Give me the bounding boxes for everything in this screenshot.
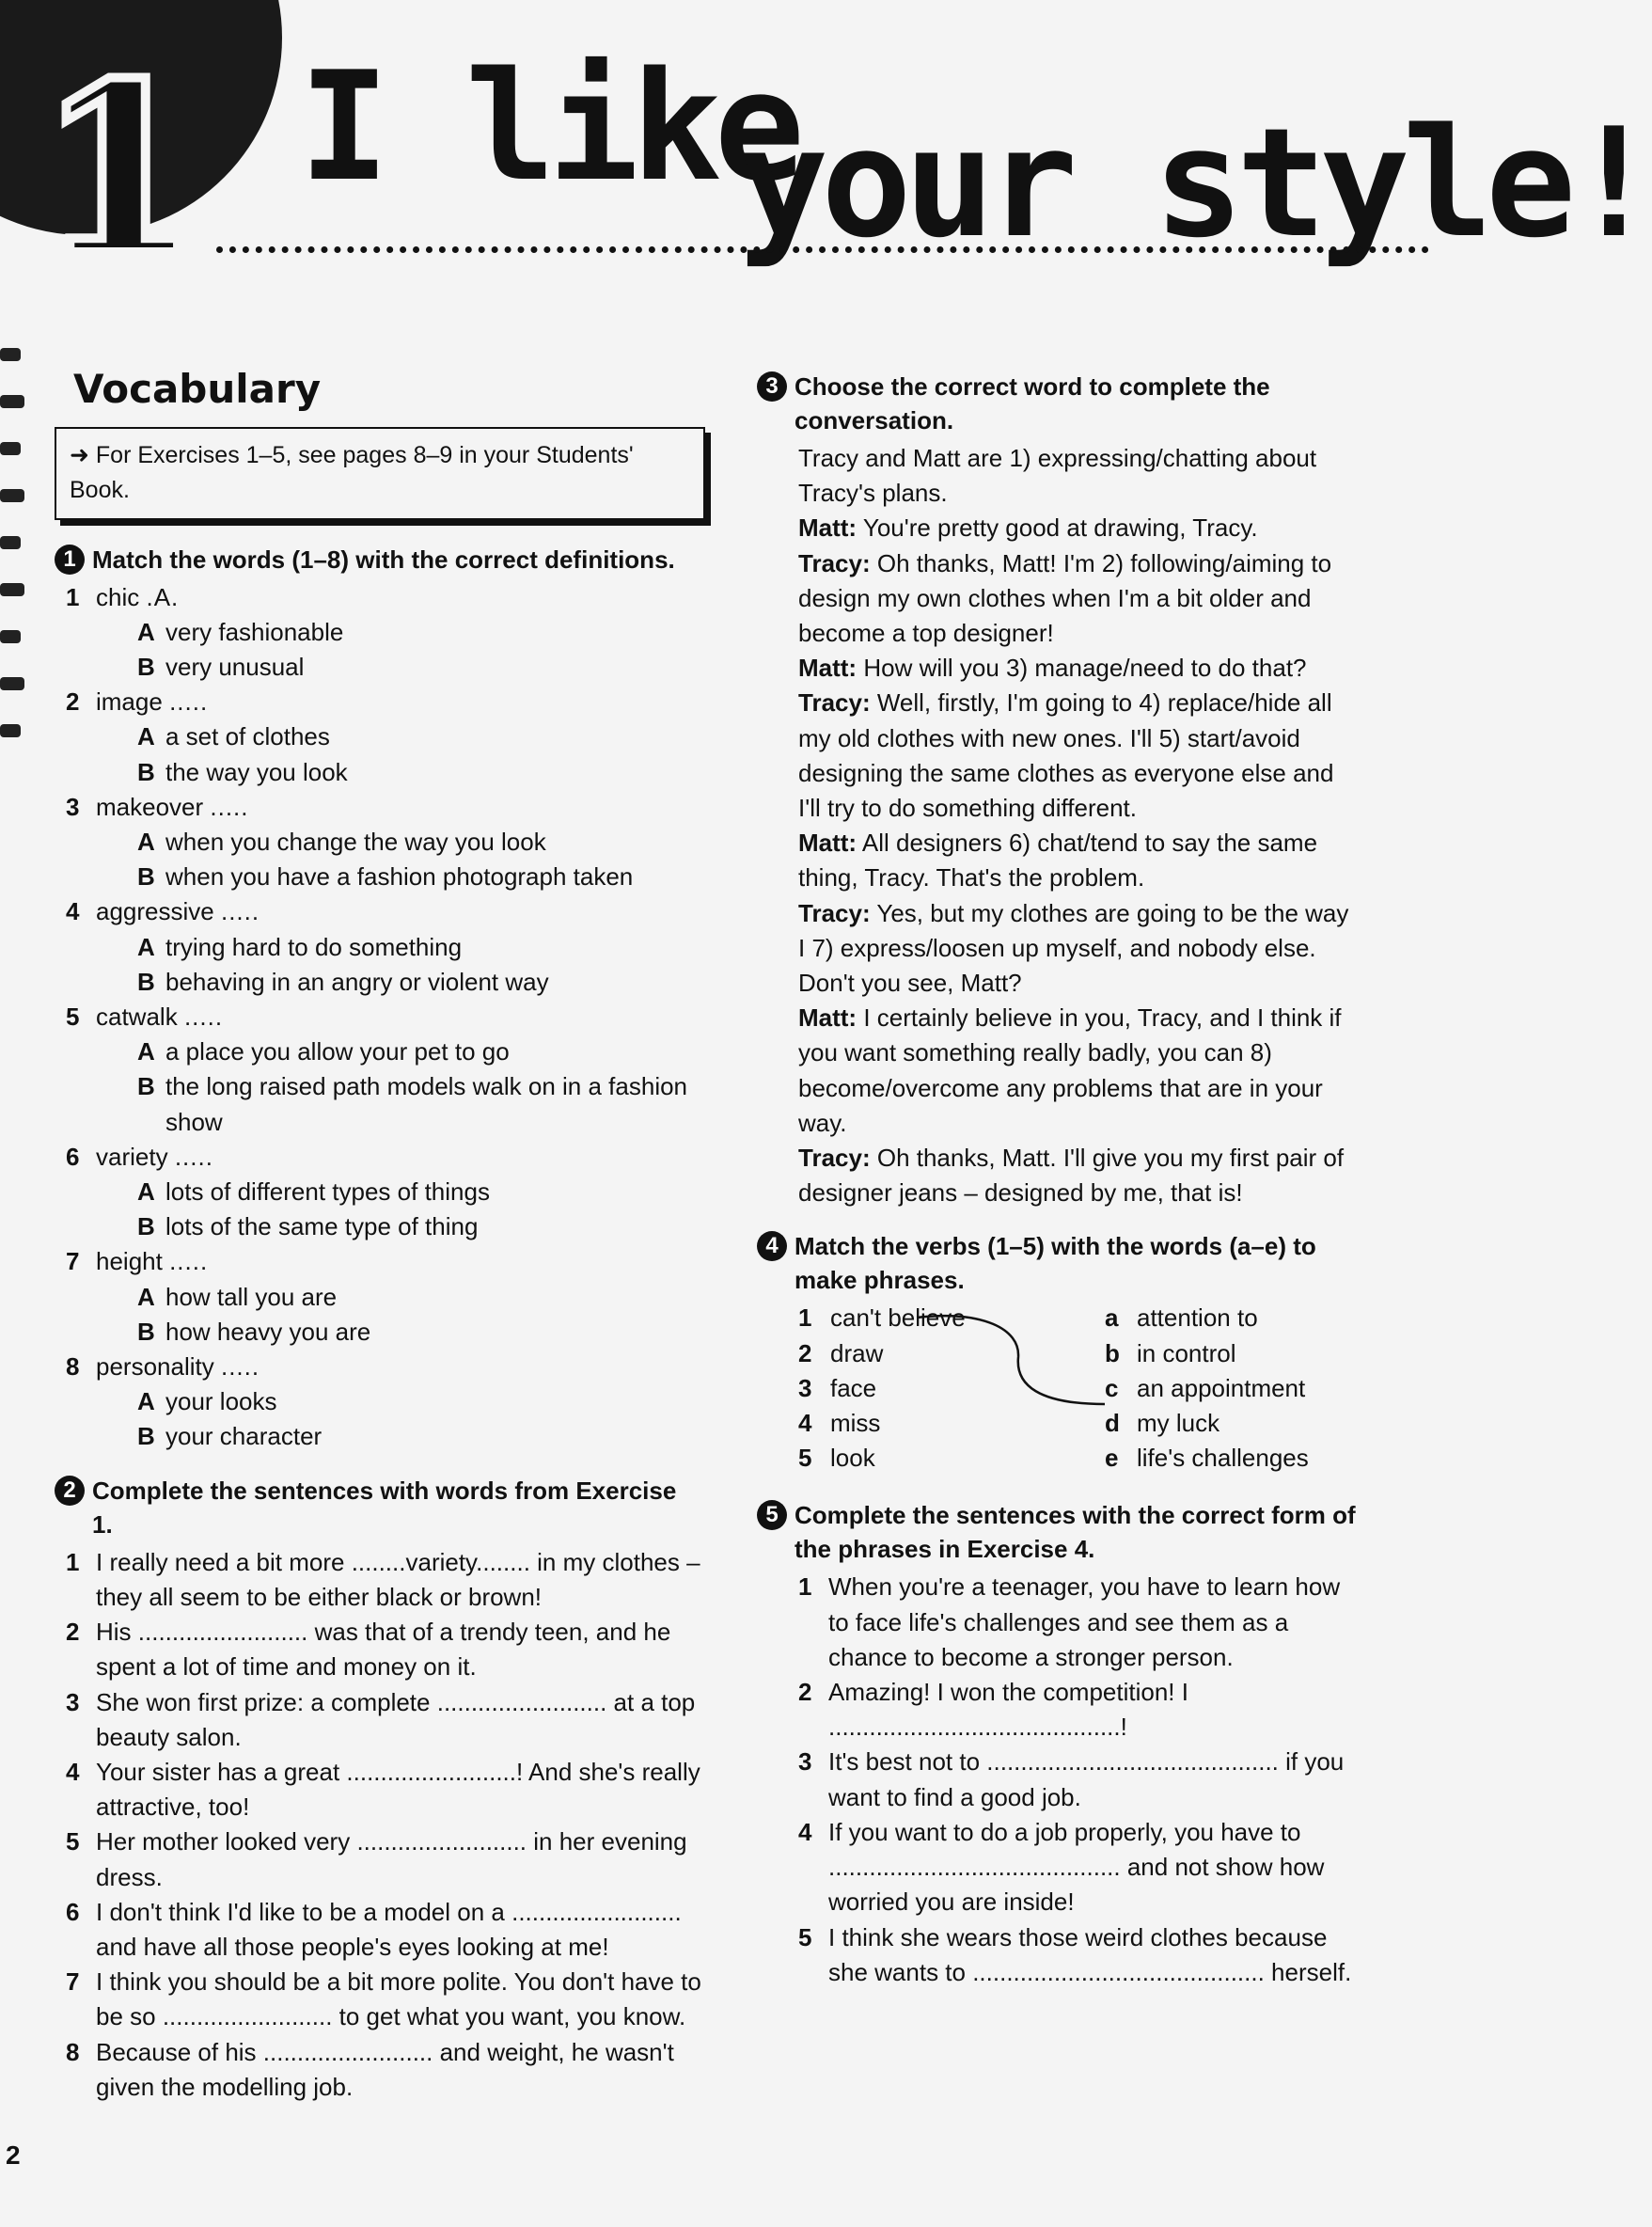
word-item[interactable] — [1105, 1336, 1309, 1371]
sentence-item — [757, 1745, 1359, 1814]
answer-blank[interactable]: ..... — [220, 1352, 260, 1382]
word-text: in control — [1137, 1338, 1236, 1367]
item-number: 6 — [66, 1897, 80, 1926]
option-letter: A — [137, 1282, 155, 1311]
item-word — [96, 894, 260, 929]
word: variety — [96, 1142, 168, 1171]
conversation — [757, 441, 1359, 1210]
definition-option — [55, 1384, 703, 1419]
item-word — [96, 1140, 213, 1175]
definition-option — [55, 1069, 703, 1139]
speaker: Tracy: — [798, 548, 871, 577]
matching-table — [757, 1301, 1359, 1479]
sentence-text[interactable]: His ......................... was that of a trendy teen, and he spent a lot of time and money on it. — [96, 1618, 671, 1682]
option-text: how heavy you are — [165, 1317, 371, 1346]
sentence-item — [55, 1615, 703, 1684]
dialogue-line — [798, 546, 1359, 652]
item-letter: b — [1105, 1338, 1120, 1367]
answer-blank[interactable]: ..... — [169, 1247, 209, 1276]
item-number: 1 — [66, 582, 80, 611]
exercise-1-heading — [55, 543, 703, 576]
item-number: 4 — [798, 1409, 812, 1438]
dialogue-text[interactable]: Oh thanks, Matt. I'll give you my first pair of designer jeans – designed by me, that is! — [798, 1144, 1345, 1208]
speaker: Matt: — [798, 829, 857, 858]
exercise-2-items — [55, 1545, 703, 2105]
option-text: your looks — [165, 1387, 277, 1416]
exercise-number-badge: 1 — [55, 545, 85, 575]
chapter-number: 1 — [38, 31, 201, 308]
option-text: the way you look — [165, 757, 348, 786]
word-text: my luck — [1137, 1409, 1220, 1438]
word: aggressive — [96, 897, 214, 926]
exercise-5-items — [757, 1570, 1359, 1989]
sentence-item — [55, 1545, 703, 1615]
item-number: 2 — [66, 1618, 80, 1647]
option-letter: A — [137, 1037, 155, 1066]
exercise-4-heading — [757, 1229, 1359, 1297]
speaker: Matt: — [798, 1003, 857, 1033]
word: chic — [96, 582, 140, 611]
dialogue-text[interactable]: Oh thanks, Matt! I'm 2) following/aiming to design my own clothes when I'm a bit older and become a top designer! — [798, 548, 1332, 648]
verb-item[interactable] — [798, 1406, 966, 1441]
sentence-text[interactable]: Her mother looked very ......................... in her evening dress. — [96, 1827, 687, 1891]
word: image — [96, 687, 163, 717]
option-text: lots of the same type of thing — [165, 1212, 479, 1241]
speaker: Matt: — [798, 654, 857, 683]
sentence-item — [757, 1815, 1359, 1920]
exercise-3-instruction: Choose the correct word to complete the conversation. — [795, 372, 1270, 434]
option-letter: A — [137, 1387, 155, 1416]
option-text: lots of different types of things — [165, 1177, 490, 1207]
item-number: 6 — [66, 1142, 80, 1171]
item-number: 3 — [798, 1747, 812, 1777]
word: makeover — [96, 792, 204, 821]
reference-note: ➜ For Exercises 1–5, see pages 8–9 in your Students' Book. — [55, 427, 705, 519]
dialogue-text[interactable]: I certainly believe in you, Tracy, and I think if you want something really badly, you can 8) become/overcome any problems that are in your way. — [798, 1003, 1342, 1137]
exercise-1-items — [55, 580, 703, 1455]
verb-text: draw — [830, 1338, 884, 1367]
item-number: 5 — [66, 1003, 80, 1032]
answer-blank[interactable]: .A. — [146, 582, 180, 611]
unit-title-part1: I like — [299, 39, 797, 214]
option-letter: B — [137, 862, 155, 892]
sentence-text[interactable]: Your sister has a great .........................! And she's really attractive, too! — [96, 1757, 700, 1822]
speaker: Tracy: — [798, 898, 871, 927]
page-number: 2 — [6, 2140, 21, 2170]
dialogue-line — [798, 651, 1359, 686]
item-number: 7 — [66, 1967, 80, 1997]
item-letter: d — [1105, 1409, 1120, 1438]
answer-blank[interactable]: ..... — [169, 687, 209, 717]
sentence-text[interactable]: Amazing! I won the competition! I ...........................................! — [828, 1678, 1188, 1742]
exercise-2-instruction: Complete the sentences with words from Exercise 1. — [92, 1476, 677, 1539]
item-number: 7 — [66, 1247, 80, 1276]
exercise-number-badge: 5 — [757, 1500, 787, 1530]
word-item[interactable] — [1105, 1371, 1309, 1406]
definition-option — [55, 1315, 703, 1350]
speaker: Tracy: — [798, 688, 871, 718]
section-title: Vocabulary — [73, 366, 322, 412]
sentence-item — [55, 1965, 703, 2034]
item-word — [96, 790, 249, 825]
option-text: your character — [165, 1422, 323, 1451]
item-number: 2 — [798, 1678, 812, 1707]
item-number: 3 — [66, 792, 80, 821]
definition-option — [55, 860, 703, 894]
option-text: very fashionable — [165, 617, 344, 646]
exercise-5-instruction: Complete the sentences with the correct form of the phrases in Exercise 4. — [795, 1501, 1356, 1564]
word-item[interactable] — [1105, 1441, 1309, 1476]
words-list — [1105, 1301, 1309, 1476]
definition-option — [55, 755, 703, 790]
option-text: very unusual — [165, 653, 305, 682]
exercise-3-heading — [757, 370, 1359, 437]
sentence-item — [55, 2035, 703, 2105]
dialogue-line — [798, 896, 1359, 1002]
sentence-text[interactable]: It's best not to ........................................... if you want to find a good job. — [828, 1747, 1345, 1811]
sentence-item — [55, 1685, 703, 1755]
word-item — [55, 1000, 703, 1035]
exercise-number-badge: 2 — [55, 1476, 85, 1506]
item-number: 4 — [66, 897, 80, 926]
item-letter: a — [1105, 1303, 1119, 1333]
word-item[interactable] — [1105, 1301, 1309, 1335]
verb-text: can't believe — [830, 1303, 966, 1333]
word-item — [55, 1350, 703, 1384]
exercise-4-instruction: Match the verbs (1–5) with the words (a–e) to make phrases. — [795, 1232, 1316, 1295]
option-text: the long raised path models walk on in a fashion show — [165, 1072, 688, 1136]
sentence-text[interactable]: I think she wears those weird clothes because she wants to ........................................... herself. — [828, 1922, 1352, 1986]
unit-title-part2: your style! — [738, 95, 1652, 271]
word-item — [55, 1244, 703, 1279]
item-number: 2 — [798, 1338, 812, 1367]
verb-text: look — [830, 1444, 875, 1473]
sentence-text[interactable]: I think you should be a bit more polite. You don't have to be so ......................... to get what you want, you know. — [96, 1967, 701, 2031]
item-number: 5 — [798, 1922, 812, 1951]
item-word — [96, 1350, 260, 1384]
option-letter: B — [137, 757, 155, 786]
item-letter: e — [1105, 1444, 1119, 1473]
definition-option — [55, 1209, 703, 1244]
option-text: when you change the way you look — [165, 828, 546, 857]
option-letter: B — [137, 1317, 155, 1346]
option-text: how tall you are — [165, 1282, 338, 1311]
exercise-5-heading — [757, 1498, 1359, 1566]
sentence-item — [757, 1920, 1359, 1990]
speaker: Tracy: — [798, 1144, 871, 1173]
dialogue-line — [798, 1141, 1359, 1210]
item-number: 1 — [798, 1572, 812, 1602]
item-number: 8 — [66, 2037, 80, 2066]
answer-blank[interactable]: ..... — [174, 1142, 213, 1171]
word-text: an appointment — [1137, 1373, 1306, 1402]
verb-text: face — [830, 1373, 877, 1402]
item-number: 5 — [66, 1827, 80, 1856]
item-number: 4 — [798, 1817, 812, 1846]
example-match-line — [917, 1301, 1114, 1409]
speaker: Matt: — [798, 513, 857, 543]
exercise-4 — [757, 1229, 1359, 1479]
exercise-1-instruction: Match the words (1–8) with the correct definitions. — [92, 545, 675, 574]
exercise-number-badge: 3 — [757, 371, 787, 402]
item-number: 3 — [66, 1687, 80, 1716]
exercise-1 — [55, 543, 703, 1455]
exercise-5 — [757, 1498, 1359, 1989]
sentence-item — [55, 1895, 703, 1965]
verb-item[interactable] — [798, 1441, 966, 1476]
sentence-text[interactable]: I really need a bit more ........variety........ in my clothes – they all seem to be either black or brown! — [96, 1547, 700, 1611]
word: height — [96, 1247, 163, 1276]
dialogue-text[interactable]: You're pretty good at drawing, Tracy. — [862, 513, 1258, 543]
item-number: 1 — [798, 1303, 812, 1333]
option-letter: B — [137, 653, 155, 682]
option-letter: A — [137, 932, 155, 961]
definition-option — [55, 1035, 703, 1069]
sentence-item — [55, 1824, 703, 1894]
sentence-text[interactable]: When you're a teenager, you have to learn how to face life's challenges and see them as a chance to become a stronger person. — [828, 1572, 1341, 1671]
definition-option — [55, 719, 703, 754]
sentence-text[interactable]: If you want to do a job properly, you have to ........................................... and not show how worried you are inside! — [828, 1817, 1325, 1917]
word-item — [55, 685, 703, 719]
dialogue-line — [798, 511, 1359, 545]
answer-blank[interactable]: ..... — [183, 1003, 224, 1032]
item-number: 8 — [66, 1352, 80, 1382]
sentence-item — [757, 1675, 1359, 1745]
exercise-2-heading — [55, 1474, 703, 1541]
sentence-item — [55, 1755, 703, 1824]
sentence-text[interactable]: Because of his ......................... and weight, he wasn't given the modelling job. — [96, 2037, 674, 2101]
dialogue-text[interactable]: Yes, but my clothes are going to be the way I 7) express/loosen up myself, and nobody else. Don't you see, Matt? — [798, 898, 1349, 998]
definition-option — [55, 1280, 703, 1315]
item-number: 3 — [798, 1373, 812, 1402]
dialogue-text[interactable]: All designers 6) chat/tend to say the same thing, Tracy. That's the problem. — [798, 829, 1318, 892]
definition-option — [55, 1419, 703, 1454]
item-word — [96, 1000, 223, 1035]
item-number: 1 — [66, 1547, 80, 1576]
item-number: 2 — [66, 687, 80, 717]
exercise-2 — [55, 1474, 703, 2105]
item-word — [96, 580, 179, 615]
option-letter: A — [137, 722, 155, 751]
option-letter: A — [137, 617, 155, 646]
verb-text: miss — [830, 1409, 881, 1438]
definition-option — [55, 930, 703, 965]
option-letter: B — [137, 1422, 155, 1451]
word-item — [55, 580, 703, 615]
dialogue-line — [798, 826, 1359, 895]
definition-option — [55, 825, 703, 860]
definition-option — [55, 615, 703, 650]
option-text: a set of clothes — [165, 722, 330, 751]
option-letter: B — [137, 1072, 155, 1101]
word-item — [55, 894, 703, 929]
definition-option — [55, 965, 703, 1000]
dialogue-line — [798, 686, 1359, 826]
answer-blank[interactable]: ..... — [220, 897, 260, 926]
sentence-item — [757, 1570, 1359, 1675]
definition-option — [55, 1175, 703, 1209]
sentence-text[interactable]: She won first prize: a complete ......................... at a top beauty salon. — [96, 1687, 696, 1751]
option-text: when you have a fashion photograph taken — [165, 862, 634, 892]
word-item[interactable] — [1105, 1406, 1309, 1441]
answer-blank[interactable]: ..... — [210, 792, 249, 821]
item-word — [96, 685, 208, 719]
option-text: behaving in an angry or violent way — [165, 967, 549, 996]
definition-option — [55, 650, 703, 685]
word: personality — [96, 1352, 214, 1382]
option-letter: B — [137, 967, 155, 996]
spiral-binding-decoration — [0, 339, 42, 809]
exercise-number-badge: 4 — [757, 1231, 787, 1261]
item-number: 5 — [798, 1444, 812, 1473]
word-text: life's challenges — [1137, 1444, 1309, 1473]
item-letter: c — [1105, 1373, 1119, 1402]
word: catwalk — [96, 1003, 178, 1032]
word-item — [55, 1140, 703, 1175]
dialogue-text[interactable]: Tracy and Matt are 1) expressing/chatting about Tracy's plans. — [798, 444, 1317, 508]
option-letter: A — [137, 1177, 155, 1207]
right-column — [757, 370, 1359, 2009]
word-text: attention to — [1137, 1303, 1258, 1333]
word-item — [55, 790, 703, 825]
option-letter: B — [137, 1212, 155, 1241]
sentence-text[interactable]: I don't think I'd like to be a model on a ......................... and have all those people's eyes looking at me! — [96, 1897, 682, 1961]
dialogue-line — [798, 1001, 1359, 1141]
dialogue-text[interactable]: How will you 3) manage/need to do that? — [863, 654, 1307, 683]
item-word — [96, 1244, 208, 1279]
dialogue-text[interactable]: Well, firstly, I'm going to 4) replace/hide all my old clothes with new ones. I'll 5) start/avoid designing the same clothes as everyone else and I'll try to do something different. — [798, 688, 1334, 823]
option-letter: A — [137, 828, 155, 857]
dotted-divider — [216, 246, 1429, 253]
option-text: a place you allow your pet to go — [165, 1037, 510, 1066]
item-number: 4 — [66, 1757, 80, 1786]
option-text: trying hard to do something — [165, 932, 463, 961]
left-column — [55, 366, 703, 2124]
dialogue-line — [798, 441, 1359, 511]
exercise-3 — [757, 370, 1359, 1210]
